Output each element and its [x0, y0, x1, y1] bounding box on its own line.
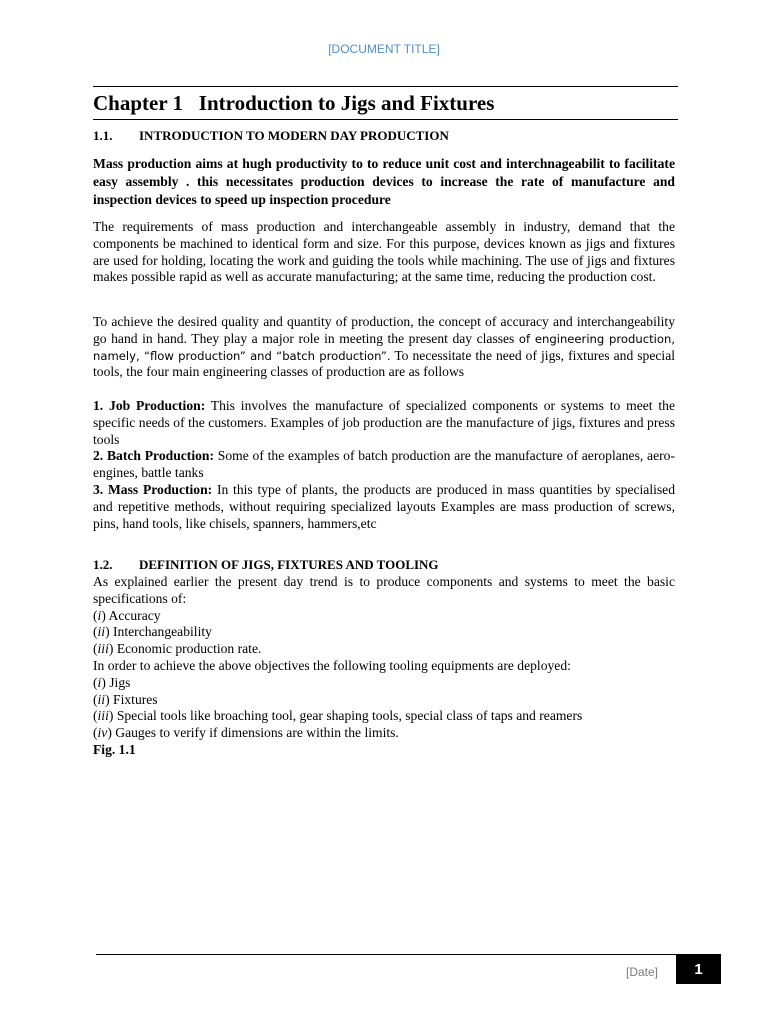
tooling-intro: In order to achieve the above objectives the following tooling equipments are deployed:: [93, 657, 571, 673]
roman-numeral: iii: [97, 708, 109, 724]
footer-rule: [96, 954, 721, 955]
roman-numeral: iii: [97, 641, 109, 657]
list-item: (iv) Gauges to verify if dimensions are within the limits.: [93, 725, 399, 741]
specs-intro: As explained earlier the present day trend is to produce components and systems to meet the basic specifications of:: [93, 574, 675, 606]
list-item: (i) Jigs: [93, 674, 131, 690]
class-label: 1. Job Production:: [93, 398, 206, 413]
section-1-2-heading: [93, 557, 439, 573]
list-item: [93, 448, 675, 482]
list-item: (ii) Fixtures: [93, 691, 158, 707]
document-title: [DOCUMENT TITLE]: [328, 42, 440, 56]
section-title: DEFINITION OF JIGS, FIXTURES AND TOOLING: [139, 557, 439, 572]
section-title: INTRODUCTION TO MODERN DAY PRODUCTION: [139, 128, 449, 143]
roman-numeral: iv: [97, 725, 108, 741]
list-item: (iii) Special tools like broaching tool, gear shaping tools, special class of taps and reamers: [93, 708, 583, 724]
list-item: (i) Accuracy: [93, 607, 161, 623]
class-label: 3. Mass Production:: [93, 481, 213, 497]
class-label: 2. Batch Production:: [93, 448, 214, 464]
class-text: Some of the examples of batch production are the manufacture of aeroplanes, aero-engines, battle tanks: [93, 448, 675, 481]
footer-date: [Date]: [626, 965, 659, 979]
spec-text: Accuracy: [108, 607, 161, 623]
production-classes-list: [93, 398, 675, 532]
tooling-text: Fixtures: [113, 691, 158, 707]
list-item: [93, 482, 675, 532]
figure-label: Fig. 1.1: [93, 741, 136, 757]
roman-numeral: ii: [97, 691, 106, 707]
tooling-text: Special tools like broaching tool, gear shaping tools, special class of taps and reamers: [116, 708, 583, 724]
bold-intro-paragraph: Mass production aims at hugh productivity to to reduce unit cost and interchnageabilit to facilitate easy assembly . this necessitates production devices to increase the rate of manufacture and inspection devices to speed up inspection procedure: [93, 156, 675, 207]
spec-text: Interchangeability: [113, 624, 212, 640]
tooling-text: Jigs: [109, 674, 131, 690]
class-text: In this type of plants, the products are produced in mass quantities by specialised and repetitive methods, without requiring specialized layouts Examples are mass production of screws, pins, hand tools, like chisels, spanners, hammers,etc: [93, 481, 675, 531]
tooling-text: Gauges to verify if dimensions are within the limits.: [115, 725, 399, 741]
section-1-1-heading: [93, 128, 449, 144]
chapter-title: Chapter 1 Introduction to Jigs and Fixtures: [93, 91, 495, 115]
paragraph-quality-part-c: To necessitate the need of jigs, fixtures and special tools, the four main engineering classes of production are as follows: [93, 347, 676, 380]
list-item: (iii) Economic production rate.: [93, 641, 262, 657]
chapter-heading: [93, 86, 678, 120]
roman-numeral: i: [97, 674, 102, 690]
class-text: This involves the manufacture of specialized components or systems to meet the specific needs of the customers. Examples of job production are the manufacture of jigs, fixtures and press tools: [93, 398, 675, 447]
paragraph-quality-part-a: To achieve the desired quality and quantity of production, the concept of accuracy and interchangeability go hand in hand. They play a major role in meeting the present day classes: [93, 314, 675, 346]
spec-text: Economic production rate.: [116, 641, 262, 657]
paragraph-quality: [93, 314, 675, 381]
roman-numeral: ii: [97, 624, 106, 640]
roman-numeral: i: [97, 607, 102, 623]
section-number: 1.1.: [93, 128, 113, 143]
list-item: [93, 398, 675, 448]
page-number: 1: [676, 955, 721, 984]
list-item: (ii) Interchangeability: [93, 624, 212, 640]
section-number: 1.2.: [93, 557, 113, 572]
paragraph-quality-part-b: of engineering production, namely, “flow production” and “batch production”.: [93, 331, 676, 363]
section-1-2-body: [93, 574, 675, 759]
paragraph-requirements: The requirements of mass production and interchangeable assembly in industry, demand that the components be machined to identical form and size. For this purpose, devices known as jigs and fixtures are used for holding, locating the work and guiding the tools while machining. The use of jigs and fixtures makes possible rapid as well as accurate manufacturing; at the same time, reducing the production cost.: [93, 219, 675, 285]
